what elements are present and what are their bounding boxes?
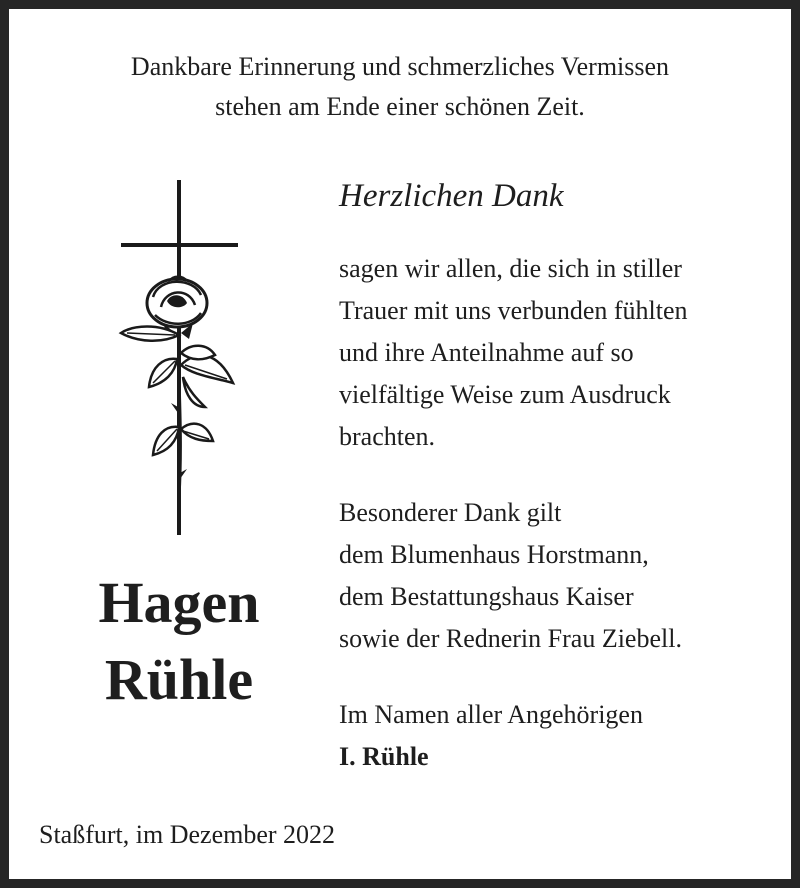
thanks-line: Trauer mit uns verbunden fühlten [339,296,688,325]
intro-line: stehen am Ende einer schönen Zeit. [215,92,585,121]
intro-text [9,47,791,127]
thanks-line: vielfältige Weise zum Ausdruck [339,380,671,409]
special-thanks-line: dem Bestattungshaus Kaiser [339,582,634,611]
thanks-heading: Herzlichen Dank [339,178,564,214]
cross-with-rose-icon [109,177,249,539]
deceased-first-name: Hagen [98,570,260,635]
special-thanks-line: sowie der Rednerin Frau Ziebell. [339,624,682,653]
signoff [339,694,643,778]
special-thanks-line: dem Blumenhaus Horstmann, [339,540,649,569]
place-date: Staßfurt, im Dezember 2022 [39,820,336,849]
thanks-line: sagen wir allen, die sich in stiller [339,254,682,283]
deceased-last-name: Rühle [104,647,254,712]
signer-name: I. Rühle [339,742,429,771]
thanks-line: brachten. [339,422,436,451]
intro-line: Dankbare Erinnerung und schmerzliches Vermissen [130,52,670,81]
thanks-line: und ihre Anteilnahme auf so [339,338,634,367]
special-thanks-line: Besonderer Dank gilt [339,498,562,527]
signoff-line: Im Namen aller Angehörigen [339,700,643,729]
special-thanks-paragraph [339,492,682,660]
thanks-paragraph [339,248,688,458]
